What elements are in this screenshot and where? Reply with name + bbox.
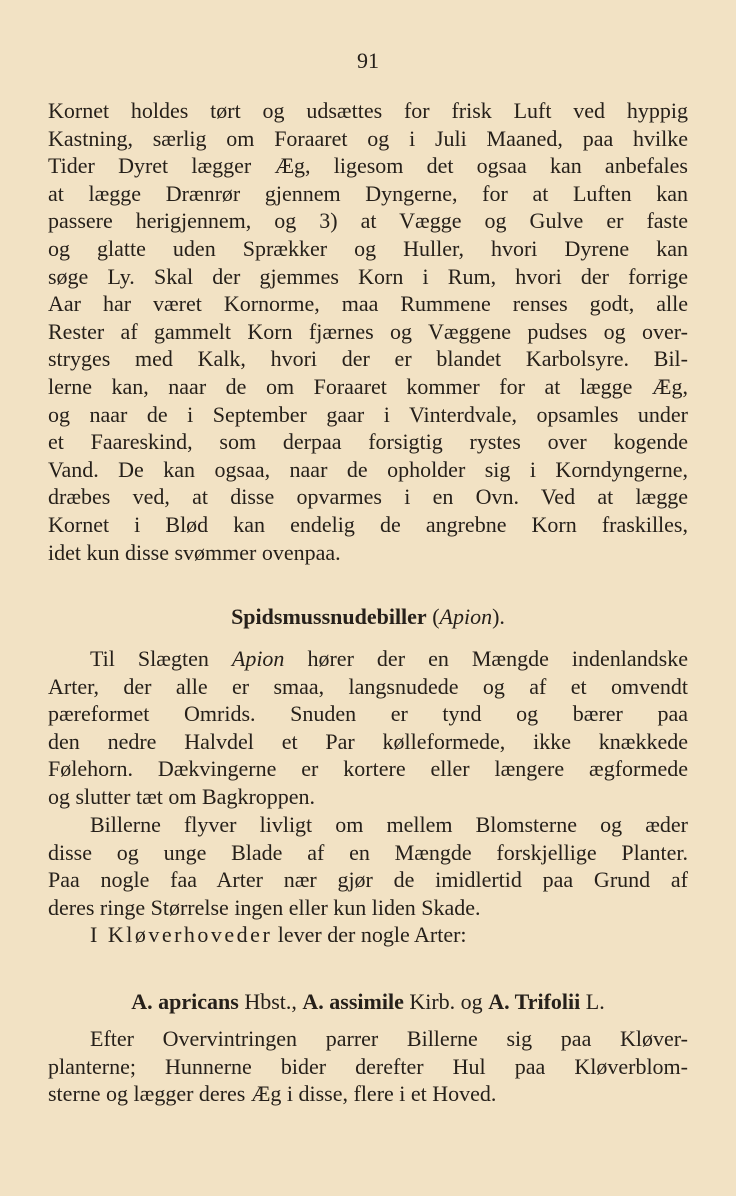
genus-name: Apion [231, 646, 285, 671]
text-line [48, 645, 688, 673]
species-heading [0, 988, 736, 1016]
text-line [48, 921, 688, 949]
text-line: Tider Dyret lægger Æg, ligesom det ogsaa kan anbefales [48, 153, 688, 179]
text-line: deres ringe Størrelse ingen eller kun liden Skade. [48, 894, 481, 920]
species-author: Kirb. og [403, 989, 489, 1014]
text-line: planterne; Hunnerne bider derefter Hul paa Kløverblom- [48, 1053, 688, 1079]
species-author: Hbst., [238, 989, 303, 1014]
text-fragment: hører der en Mængde indenlandske [284, 646, 688, 671]
paragraph-clover-life-cycle [48, 1025, 688, 1108]
paragraph-grain-storage [48, 97, 688, 566]
paragraph-beetle-behaviour [48, 811, 688, 921]
paragraph-clover-heads [48, 921, 688, 949]
text-line: og naar de i September gaar i Vinterdvale, opsamles under [48, 401, 688, 427]
spaced-text: I Kløverhoveder [90, 922, 273, 947]
text-line: og glatte uden Sprækker og Huller, hvori Dyrene kan [48, 235, 688, 261]
text-line: sterne og lægger deres Æg i disse, flere i et Hoved. [48, 1081, 497, 1107]
text-line: Kornet holdes tørt og udsættes for frisk Luft ved hyppig [48, 98, 688, 123]
section-heading-italic: Apion [439, 604, 493, 629]
section-heading-close-paren: ). [492, 604, 505, 629]
section-heading-bold: Spidsmussnudebiller [231, 604, 427, 629]
text-line: lerne kan, naar de om Foraaret kommer for at lægge Æg, [48, 373, 688, 399]
page-number: 91 [357, 48, 379, 73]
text-line: et Faareskind, som derpaa forsigtig rystes over kogende [48, 429, 688, 455]
species-name: A. Trifolii [488, 989, 581, 1014]
text-line: Billerne flyver livligt om mellem Blomsterne og æder [90, 812, 688, 837]
text-line: Kornet i Blød kan endelig de angrebne Korn fraskilles, [48, 511, 688, 537]
text-line: Følehorn. Dækvingerne er kortere eller længere ægformede [48, 756, 688, 782]
text-line: stryges med Kalk, hvori der er blandet Karbolsyre. Bil- [48, 346, 688, 372]
section-heading-open-paren: ( [432, 604, 440, 629]
text-line: idet kun disse svømmer ovenpaa. [48, 539, 341, 565]
text-line: Arter, der alle er smaa, langsnudede og af et omvendt [48, 673, 688, 699]
species-author: L. [580, 989, 605, 1014]
text-line: Paa nogle faa Arter nær gjør de imidlertid paa Grund af [48, 867, 688, 893]
text-line: passere herigjennem, og 3) at Vægge og Gulve er faste [48, 208, 688, 234]
text-line: Efter Overvintringen parrer Billerne sig paa Kløver- [90, 1026, 688, 1051]
species-name: A. assimile [302, 989, 404, 1014]
text-line: Aar har været Kornorme, maa Rummene renses godt, alle [48, 291, 688, 317]
text-line: og slutter tæt om Bagkroppen. [48, 783, 316, 809]
paragraph-apion-description [48, 645, 688, 811]
text-line: Vand. De kan ogsaa, naar de opholder sig i Korndyngerne, [48, 456, 688, 482]
text-line: Rester af gammelt Korn fjærnes og Væggene pudses og over- [48, 318, 688, 344]
text-line: søge Ly. Skal der gjemmes Korn i Rum, hvori der forrige [48, 263, 688, 289]
text-line: den nedre Halvdel et Par kølleformede, ikke knækkede [48, 728, 688, 754]
text-fragment: lever der nogle Arter: [272, 922, 467, 947]
text-line: Kastning, særlig om Foraaret og i Juli Maaned, paa hvilke [48, 125, 688, 151]
text-fragment: Til Slægten [90, 646, 232, 671]
text-line: disse og unge Blade af en Mængde forskjellige Planter. [48, 839, 688, 865]
section-heading [0, 603, 736, 631]
text-line: at lægge Drænrør gjennem Dyngerne, for at Luften kan [48, 180, 688, 206]
species-name: A. apricans [131, 989, 239, 1014]
text-line: pæreformet Omrids. Snuden er tynd og bærer paa [48, 701, 688, 727]
text-line: dræbes ved, at disse opvarmes i en Ovn. Ved at lægge [48, 484, 688, 510]
